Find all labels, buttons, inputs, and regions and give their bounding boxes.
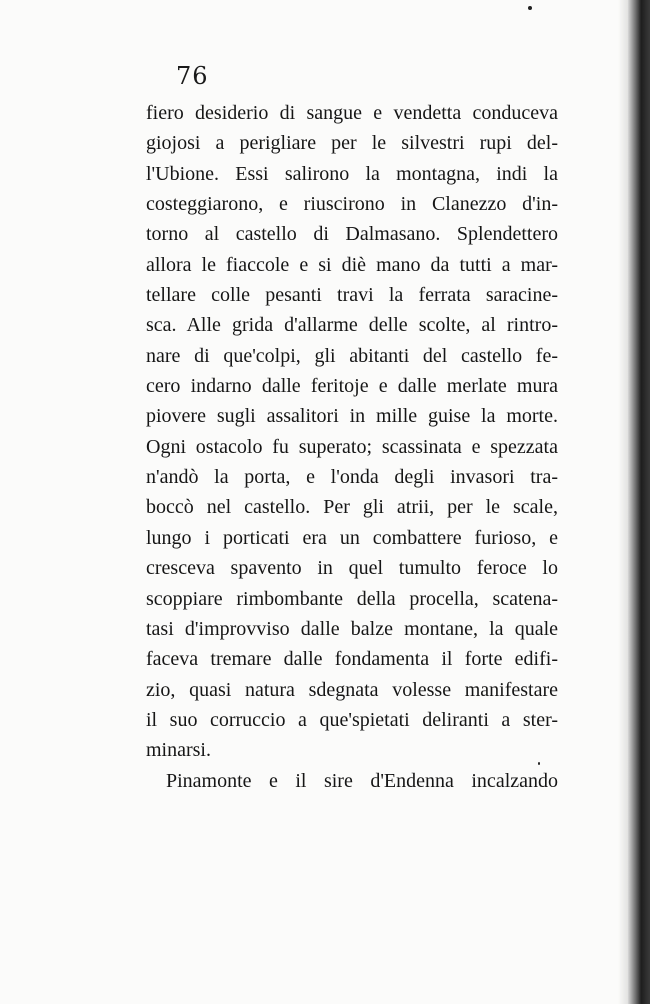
page-number: 76 <box>176 62 209 90</box>
text-line: Ogni ostacolo fu superato; scassinata e spezzata <box>146 435 558 458</box>
text-line: cero indarno dalle feritoje e dalle merlate mura <box>146 375 558 398</box>
text-line: il suo corruccio a que'spietati deliranti a ster- <box>146 708 558 731</box>
text-line: tasi d'improvviso dalle balze montane, la quale <box>146 617 558 640</box>
text-line: scoppiare rimbombante della procella, scatena- <box>146 587 558 610</box>
text-line: costeggiarono, e riuscirono in Clanezzo d'in- <box>146 193 558 216</box>
binding-shadow <box>618 0 628 1004</box>
text-line: fiero desiderio di sangue e vendetta conduceva <box>146 102 558 124</box>
text-line: torno al castello di Dalmasano. Splendettero <box>146 223 558 246</box>
text-line: cresceva spavento in quel tumulto feroce lo <box>146 557 558 580</box>
text-line: boccò nel castello. Per gli atrii, per le scale, <box>146 496 558 519</box>
text-line: giojosi a perigliare per le silvestri rupi del- <box>146 132 558 155</box>
text-line: zio, quasi natura sdegnata volesse manifestare <box>146 678 558 701</box>
ink-speck <box>528 6 532 10</box>
text-line: allora le fiaccole e si diè mano da tutti a mar- <box>146 253 558 276</box>
text-line: n'andò la porta, e l'onda degli invasori tra- <box>146 466 558 489</box>
paragraph-end-line: minarsi. <box>146 739 211 762</box>
text-line: l'Ubione. Essi salirono la montagna, indi la <box>146 162 558 185</box>
body-text <box>146 98 558 796</box>
text-line: lungo i porticati era un combattere furioso, e <box>146 526 558 549</box>
text-line: nare di que'colpi, gli abitanti del castello fe- <box>146 344 558 367</box>
paragraph-start-line: Pinamonte e il sire d'Endenna incalzando <box>166 769 558 792</box>
text-line: faceva tremare dalle fondamenta il forte edifi- <box>146 648 558 671</box>
text-line: sca. Alle grida d'allarme delle scolte, al rintro- <box>146 314 558 337</box>
book-binding-edge <box>628 0 650 1004</box>
text-line: piovere sugli assalitori in mille guise la morte. <box>146 405 558 428</box>
text-line: tellare colle pesanti travi la ferrata saracine- <box>146 284 558 307</box>
